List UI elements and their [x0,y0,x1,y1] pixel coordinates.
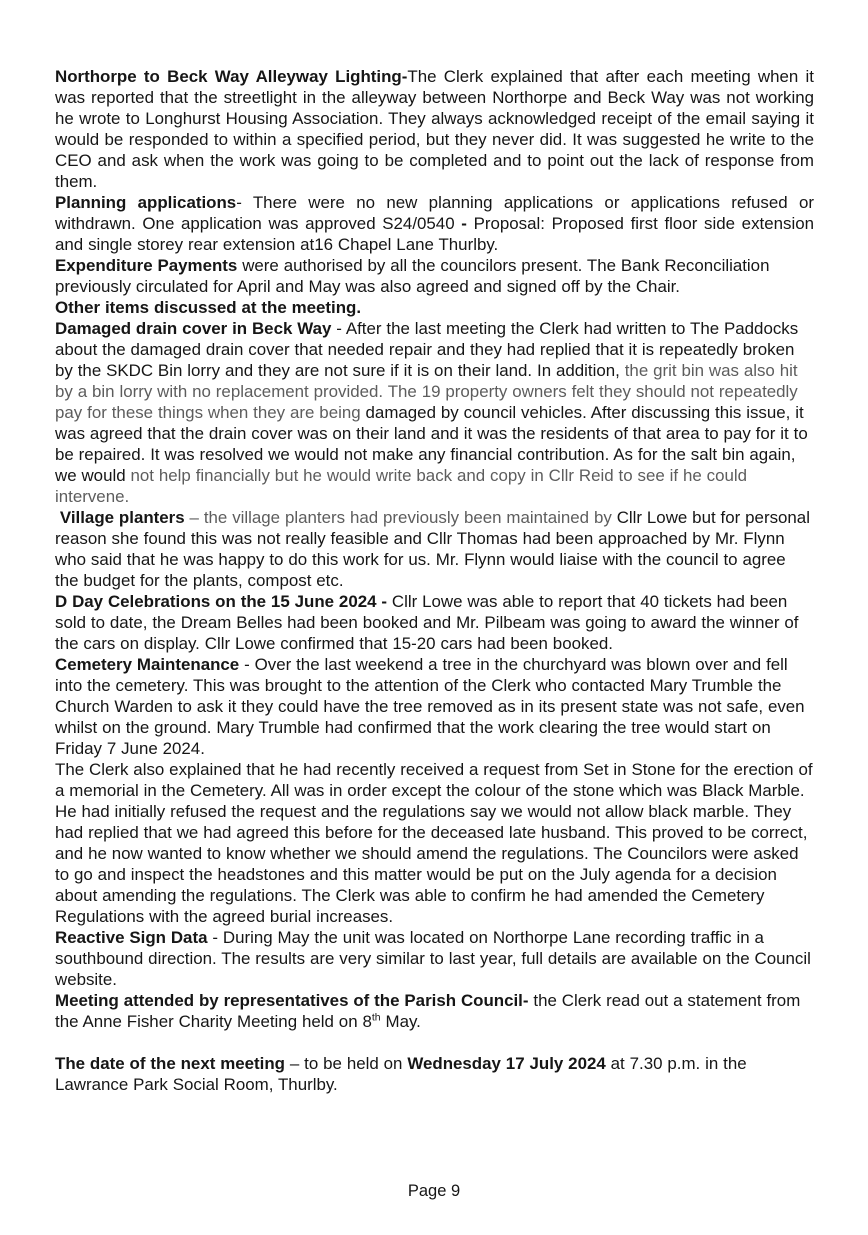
text-run: damaged by council vehicles. After discussing this issue, it was agreed that the drain cover was on their land and it was the residents of that area to pay for it to be repaired. It was resolved we would not make any financial contribution. As for the salt bin again, we would [55,403,808,485]
heading-run: Northorpe to Beck Way Alleyway Lighting- [55,67,408,86]
paragraph [55,318,814,507]
paragraph [55,759,814,927]
heading-run: - [461,214,467,233]
text-run: - There were no new planning applications or applications refused or withdrawn. One application was approved S24/0540 [55,193,814,233]
page-number: Page 9 [407,1182,461,1200]
paragraph [55,927,814,990]
paragraph [55,507,814,591]
text-run: Cllr Lowe was able to report that 40 tickets had been sold to date, the Dream Belles had been booked and Mr. Pilbeam was going to award the winner of the cars on display. Cllr Lowe confirmed that 15-20 cars had been booked. [55,592,799,653]
text-run: were authorised by all the councilors present. The Bank Reconciliation previously circulated for April and May was also agreed and signed off by the Chair. [55,256,770,296]
text-run: - During May the unit was located on Northorpe Lane recording traffic in a southbound direction. The results are very similar to last year, full details are available on the Council website. [55,928,811,989]
paragraph [55,297,814,318]
text-run: – the village planters had previously been maintained by [184,508,617,527]
text-run: - Over the last weekend a tree in the churchyard was blown over and fell into the cemetery. This was brought to the attention of the Clerk who contacted Mary Trumble the Church Warden to ask it they could have the tree removed as in its present state was not safe, even whilst on the ground. Mary Trumble had confirmed that the work clearing the tree would start on Friday 7 June 2024. [55,655,805,758]
heading-run: Wednesday 17 July 2024 [407,1054,606,1073]
text-run: May. [380,1012,421,1031]
superscript-run: th [371,1012,381,1024]
heading-run: Expenditure Payments [55,256,238,275]
text-run: the Clerk read out a statement from the Anne Fisher Charity Meeting held on 8 [55,991,801,1031]
heading-run: D Day Celebrations on the 15 June 2024 - [55,592,388,611]
heading-run: Meeting attended by representatives of the Parish Council- [55,991,529,1010]
heading-run: Planning applications [55,193,237,212]
paragraph [55,591,814,654]
paragraph [55,1053,814,1095]
text-run: not help financially but he would write back and copy in Cllr Reid to see if he could intervene. [55,466,748,506]
paragraph [55,654,814,759]
document-body [55,66,814,1095]
text-run: the grit bin was also hit by a bin lorry with no replacement provided. The 19 property owners felt they should not repeatedly pay for these things when they are being [55,361,798,422]
text-run: Cllr Lowe but for personal reason she found this was not really feasible and Cllr Thomas had been approached by Mr. Flynn who said that he was happy to do this work for us. Mr. Flynn would liaise with the council to agree the budget for the plants, compost etc. [55,508,810,590]
paragraph [55,990,814,1032]
heading-run: Cemetery Maintenance [55,655,240,674]
text-run: The Clerk also explained that he had recently received a request from Set in Stone for the erection of a memorial in the Cemetery. All was in order except the colour of the stone which was Black Marble. He had initially refused the request and the regulations say we would not allow black marble. They had replied that we had agreed this before for the deceased late husband. This proved to be correct, and he now wanted to know whether we should amend the regulations. The Councilors were asked to go and inspect the headstones and this matter would be put on the July agenda for a decision about amending the regulations. The Clerk was able to confirm he had amended the Cemetery Regulations with the agreed burial increases. [55,760,813,926]
text-run: at 7.30 p.m. in the Lawrance Park Social Room, Thurlby. [55,1054,747,1094]
paragraph [55,66,814,192]
text-run: Proposal: Proposed first floor side extension and single storey rear extension at16 Chapel Lane Thurlby. [55,214,814,254]
text-run: - After the last meeting the Clerk had written to The Paddocks about the damaged drain cover that needed repair and they had replied that it is repeatedly broken by the SKDC Bin lorry and they are not sure if it is on their land. In addition, [55,319,799,380]
heading-run: Village planters [55,508,185,527]
heading-run: Reactive Sign Data [55,928,208,947]
heading-run: The date of the next meeting [55,1054,285,1073]
heading-run: Damaged drain cover in Beck Way [55,319,332,338]
text-run: The Clerk explained that after each meeting when it was reported that the streetlight in the alleyway between Northorpe and Beck Way was not working he wrote to Longhurst Housing Association. They always acknowledged receipt of the email saying it would be responded to within a specified period, but they never did. It was suggested he write to the CEO and ask when the work was going to be completed and to point out the lack of response from them. [55,67,814,191]
paragraph [55,255,814,297]
heading-run: Other items discussed at the meeting. [55,298,362,317]
paragraph [55,192,814,255]
text-run: – to be held on [285,1054,408,1073]
